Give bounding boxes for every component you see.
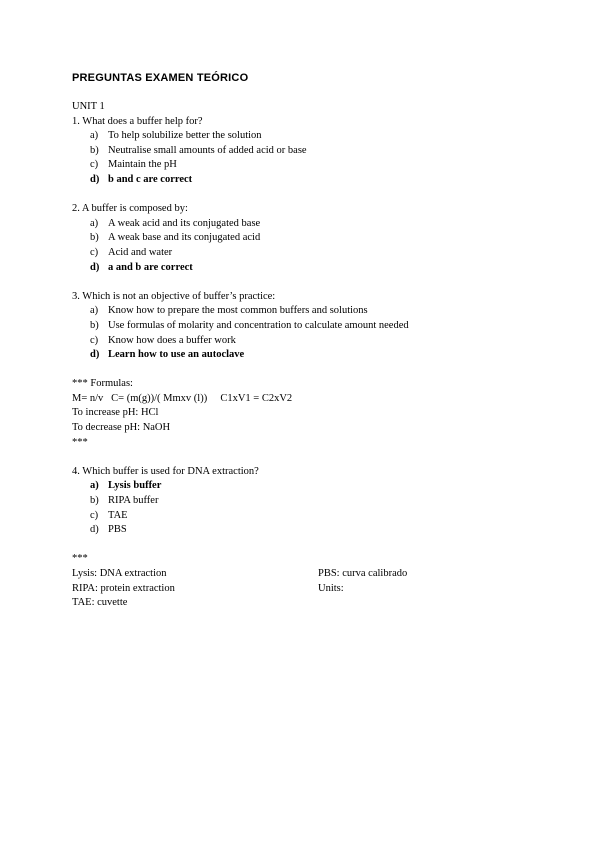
q1-option-b — [72, 144, 542, 159]
notes-row — [72, 567, 542, 582]
q4-option-b — [72, 494, 542, 509]
note-lysis: Lysis: DNA extraction — [72, 568, 167, 579]
option-marker: c) — [90, 334, 99, 346]
option-text: Know how to prepare the most common buffers and solutions — [108, 305, 368, 317]
question-3: 3. Which is not an objective of buffer’s practice: — [72, 290, 276, 302]
option-text: b and c are correct — [108, 173, 193, 185]
q3-option-b — [72, 319, 542, 334]
note-pbs: PBS: curva calibrado — [318, 568, 408, 579]
note-units: Units: — [318, 582, 344, 594]
q4-option-d — [72, 523, 542, 538]
option-text: A weak base and its conjugated acid — [108, 232, 261, 244]
option-marker: c) — [90, 159, 99, 171]
option-text: Learn how to use an autoclave — [108, 349, 245, 361]
option-marker: d) — [90, 173, 100, 185]
option-text: Neutralise small amounts of added acid or base — [108, 144, 307, 156]
option-marker: d) — [90, 349, 100, 361]
unit-heading: UNIT 1 — [72, 101, 105, 112]
formula-line: M= n/v C= (m(g))/( Mmxv (l)) C1xV1 = C2xV2 — [72, 392, 293, 404]
q1-option-a — [72, 129, 542, 144]
question-2: 2. A buffer is composed by: — [72, 203, 188, 215]
document-body — [72, 100, 542, 611]
option-text: RIPA buffer — [108, 495, 159, 507]
question-1: 1. What does a buffer help for? — [72, 115, 203, 127]
q4-option-a-correct — [72, 479, 542, 494]
question-4: 4. Which buffer is used for DNA extraction? — [72, 465, 259, 477]
option-text: Acid and water — [108, 246, 173, 258]
option-text: Lysis buffer — [108, 480, 162, 492]
option-marker: c) — [90, 509, 99, 521]
q3-option-c — [72, 334, 542, 349]
option-marker: b) — [90, 232, 99, 244]
option-text: To help solubilize better the solution — [108, 130, 262, 142]
formulas-header: *** Formulas: — [72, 378, 133, 390]
option-text: PBS — [108, 524, 127, 536]
q2-option-a — [72, 217, 542, 232]
notes-row — [72, 596, 542, 611]
formulas-footer: *** — [72, 436, 88, 448]
formula-increase-ph: To increase pH: HCl — [72, 407, 159, 419]
notes-row — [72, 582, 542, 597]
option-text: a and b are correct — [108, 261, 193, 273]
note-tae: TAE: cuvette — [72, 597, 128, 609]
q1-option-d-correct — [72, 173, 542, 188]
q2-option-b — [72, 231, 542, 246]
option-text: Use formulas of molarity and concentration to calculate amount needed — [108, 319, 409, 331]
document-title: PREGUNTAS EXAMEN TEÓRICO — [72, 72, 249, 84]
option-marker: d) — [90, 524, 99, 536]
q2-option-c — [72, 246, 542, 261]
option-marker: a) — [90, 217, 99, 229]
option-text: TAE — [108, 509, 128, 521]
notes-header: *** — [72, 553, 88, 565]
option-marker: b) — [90, 144, 99, 156]
note-ripa: RIPA: protein extraction — [72, 582, 175, 594]
q1-option-c — [72, 158, 542, 173]
formula-decrease-ph: To decrease pH: NaOH — [72, 422, 171, 434]
option-text: Maintain the pH — [108, 159, 177, 171]
option-text: Know how does a buffer work — [108, 334, 236, 346]
option-marker: a) — [90, 305, 99, 317]
option-marker: a) — [90, 130, 99, 142]
q4-option-c — [72, 509, 542, 524]
option-marker: b) — [90, 319, 99, 331]
option-marker: b) — [90, 495, 99, 507]
q2-option-d-correct — [72, 261, 542, 276]
option-text: A weak acid and its conjugated base — [108, 217, 261, 229]
option-marker: a) — [90, 480, 99, 492]
q3-option-d-correct — [72, 348, 542, 363]
option-marker: d) — [90, 261, 100, 273]
q3-option-a — [72, 304, 542, 319]
option-marker: c) — [90, 246, 99, 258]
